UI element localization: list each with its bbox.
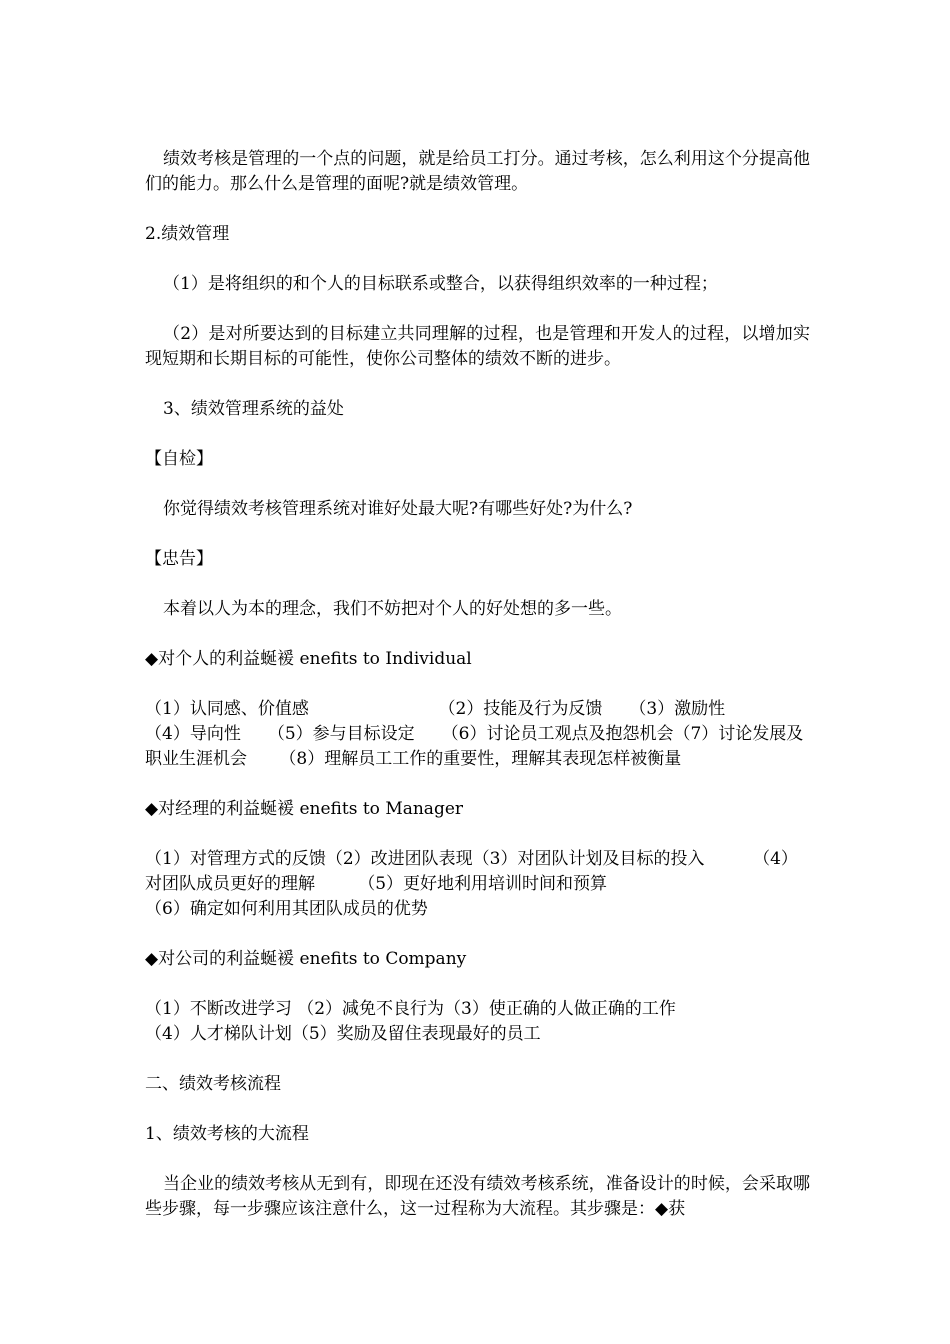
list-line: （4）人才梯队计划（5）奖励及留住表现最好的员工: [145, 1024, 541, 1044]
list-line: （1）认同感、价值感 （2）技能及行为反馈 （3）激励性: [145, 699, 726, 719]
list-line: （1）不断改进学习 （2）减免不良行为（3）使正确的人做正确的工作: [145, 999, 676, 1019]
paragraph-self-check-question: 你觉得绩效考核管理系统对谁好处最大呢?有哪些好处?为什么?: [163, 499, 633, 519]
list-company-benefits: [145, 997, 810, 1047]
bullet-heading-company: ◆对公司的利益蜒褑 enefits to Company: [145, 949, 467, 969]
paragraph-definition-2: （2）是对所要达到的目标建立共同理解的过程，也是管理和开发人的过程，以增加实现短期和长期目标的可能性，使你公司整体的绩效不断的进步。: [145, 324, 810, 369]
heading-performance-management: 2.绩效管理: [145, 224, 230, 244]
heading-appraisal-process: 二、绩效考核流程: [145, 1074, 281, 1094]
list-line: 职业生涯机会 （8）理解员工工作的重要性，理解其表现怎样被衡量: [145, 749, 682, 769]
list-line: 对团队成员更好的理解 （5）更好地利用培训时间和预算: [145, 874, 608, 894]
bullet-heading-individual: ◆对个人的利益蜒褑 enefits to Individual: [145, 649, 472, 669]
paragraph-advice: 本着以人为本的理念，我们不妨把对个人的好处想的多一些。: [163, 599, 622, 619]
paragraph-definition-1: （1）是将组织的和个人的目标联系或整合，以获得组织效率的一种过程；: [163, 274, 718, 294]
bullet-heading-manager: ◆对经理的利益蜒褑 enefits to Manager: [145, 799, 464, 819]
label-self-check: 【自检】: [145, 449, 213, 469]
paragraph-intro: 绩效考核是管理的一个点的问题，就是给员工打分。通过考核，怎么利用这个分提高他们的能力。那么什么是管理的面呢?就是绩效管理。: [145, 149, 810, 194]
document-body: [145, 147, 810, 1247]
list-individual-benefits: [145, 697, 810, 772]
paragraph-major-process: 当企业的绩效考核从无到有，即现在还没有绩效考核系统，准备设计的时候，会采取哪些步骤，每一步骤应该注意什么，这一过程称为大流程。其步骤是：◆获: [145, 1174, 810, 1219]
label-advice: 【忠告】: [145, 549, 213, 569]
list-line: （6）确定如何利用其团队成员的优势: [145, 899, 428, 919]
heading-benefits: 3、绩效管理系统的益处: [163, 399, 344, 419]
heading-major-process: 1、绩效考核的大流程: [145, 1124, 309, 1144]
list-line: （1）对管理方式的反馈（2）改进团队表现（3）对团队计划及目标的投入 （4）: [145, 849, 798, 869]
list-line: （4）导向性 （5）参与目标设定 （6）讨论员工观点及抱怨机会（7）讨论发展及: [145, 724, 804, 744]
list-manager-benefits: [145, 847, 810, 922]
